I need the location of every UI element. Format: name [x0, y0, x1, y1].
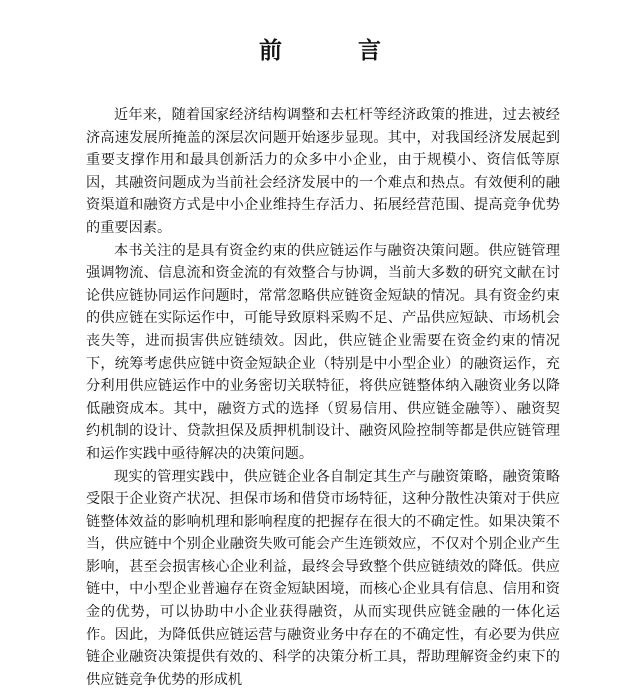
paragraph-3: 现实的管理实践中，供应链企业各自制定其生产与融资策略，融资策略受限于企业资产状况、担保市场和借贷市场特征，这种分散性决策对于供应链整体效益的影响机理和影响程度的把握存在很大的不确定性。如果决策不当，供应链中个别企业融资失败可能会产生连锁效应，不仅对个别企业产生影响，甚至会损害核心企业利益，最终会导致整个供应链绩效的降低。供应链中，中小型企业普遍存在资金短缺困境，而核心企业具有信息、信用和资金的优势，可以协助中小企业获得融资，从而实现供应链金融的一体化运作。因此，为降低供应链运营与融资业务中存在的不确定性，有必要为供应链企业融资决策提供有效的、科学的决策分析工具，帮助理解资金约束下的供应链竞争优势的形成机: [86, 466, 560, 691]
paragraph-2: 本书关注的是具有资金约束的供应链运作与融资决策问题。供应链管理强调物流、信息流和资金流的有效整合与协调，当前大多数的研究文献在讨论供应链协同运作问题时，常常忽略供应链资金短缺的情况。具有资金约束的供应链在实际运作中，可能导致原料采购不足、产品供应短缺、市场机会丧失等，进而损害供应链绩效。因此，供应链企业需要在资金约束的情况下，统筹考虑供应链中资金短缺企业（特别是中小型企业）的融资运作，充分利用供应链运作中的业务密切关联特征，将供应链整体纳入融资业务以降低融资成本。其中，融资方式的选择（贸易信用、供应链金融等）、融资契约机制的设计、贷款担保及质押机制设计、融资风险控制等都是供应链管理和运作实践中亟待解决的决策问题。: [86, 240, 560, 466]
paragraph-1: 近年来，随着国家经济结构调整和去杠杆等经济政策的推进，过去被经济高速发展所掩盖的深层次问题开始逐步显现。其中，对我国经济发展起到重要支撑作用和最具创新活力的众多中小企业，由于规模小、资信低等原因，其融资问题成为当前社会经济发展中的一个难点和热点。有效便利的融资渠道和融资方式是中小企业维持生存活力、拓展经营范围、提高竞争优势的重要因素。: [86, 104, 560, 240]
page-title: 前 言: [0, 36, 640, 66]
document-body: [86, 104, 560, 691]
